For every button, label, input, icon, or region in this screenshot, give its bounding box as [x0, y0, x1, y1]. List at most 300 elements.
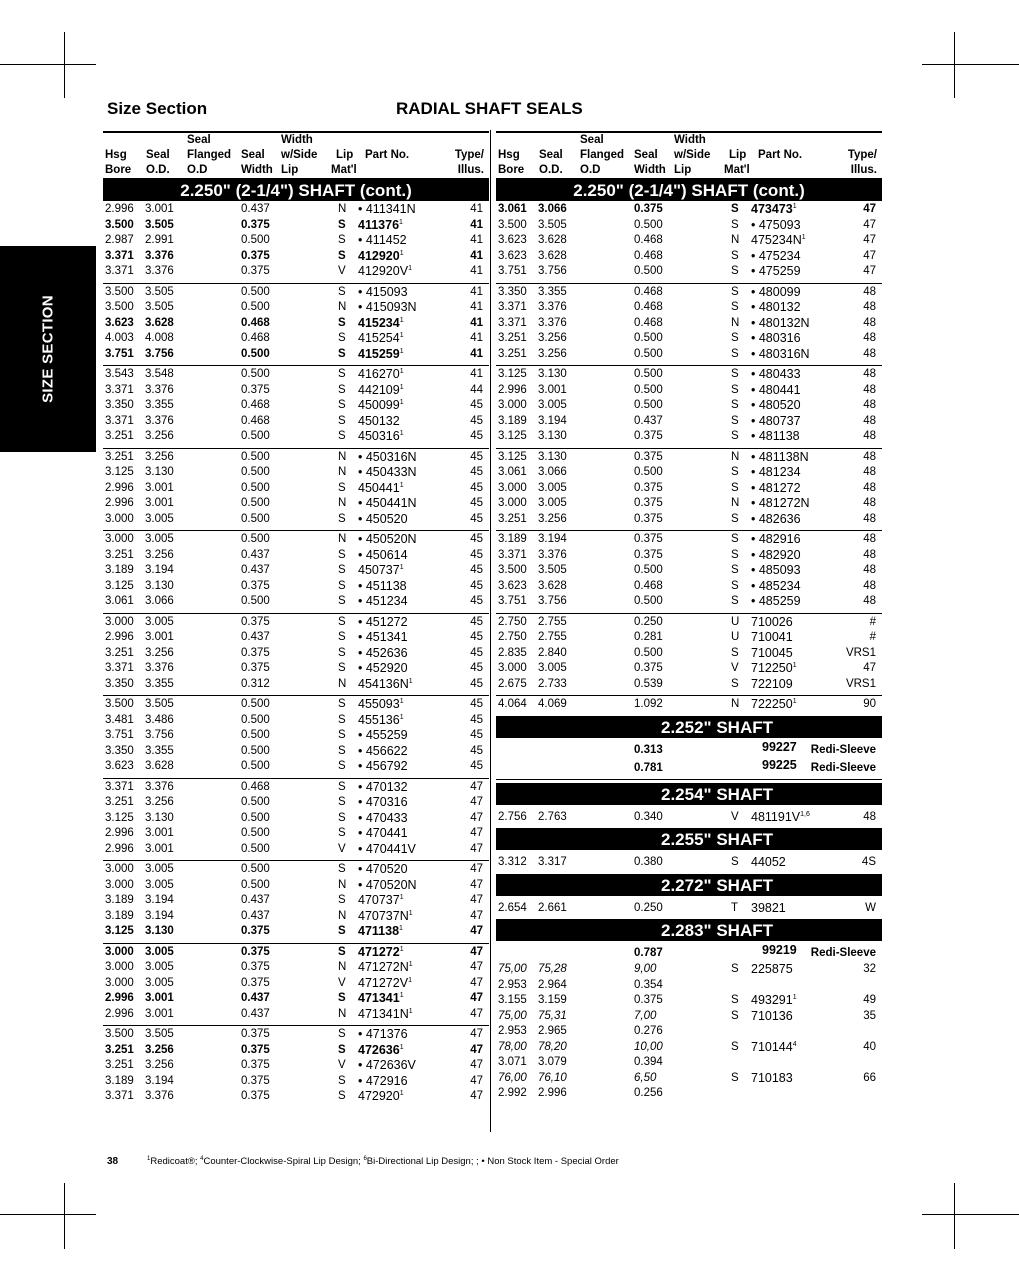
part-number: 450737$^1$: [358, 563, 404, 577]
seal-width: 0.500: [241, 878, 270, 891]
seal-width: 0.500: [241, 796, 270, 808]
table-row: [496, 316, 882, 332]
seal-width: 0.500: [634, 646, 663, 659]
table-row: [496, 264, 882, 280]
footnote-4: Counter-Clockwise-Spiral Lip Design;: [203, 1156, 364, 1167]
type-illus: 41: [470, 368, 483, 380]
type-illus: 45: [470, 512, 483, 525]
lip-material: S: [731, 218, 739, 231]
redi-sleeve-row: [496, 758, 882, 776]
type-illus: 47: [470, 1028, 483, 1040]
hsg-bore: 3.500: [105, 285, 134, 298]
hsg-bore: 3.125: [498, 430, 527, 442]
hsg-bore: 75,00: [498, 963, 527, 975]
type-illus: 47: [470, 1007, 483, 1020]
hsg-bore: 2.996: [498, 383, 527, 396]
type-illus: 48: [863, 466, 876, 478]
seal-od: 3.194: [145, 1074, 174, 1087]
part-number: $454136N^1$: [358, 676, 413, 691]
seal-od: 3.505: [145, 218, 174, 231]
part-number: • 472636V: [358, 1058, 416, 1072]
seal-od: 3.130: [538, 368, 567, 380]
seal-od: 3.505: [538, 218, 567, 231]
hsg-bore: 3.061: [498, 203, 527, 215]
seal-od: 3.001: [145, 631, 174, 643]
type-illus: #: [869, 631, 876, 643]
hsg-bore: 2.987: [105, 234, 134, 246]
lip-material: S: [338, 1074, 346, 1087]
hsg-bore: 3.371: [105, 780, 134, 793]
hsg-bore: 3.751: [105, 729, 134, 741]
type-illus: 47: [470, 961, 483, 973]
seal-od: 3.005: [538, 497, 567, 509]
part-number: 473473$^1$: [751, 202, 797, 216]
type-illus: 47: [470, 1090, 483, 1102]
table-row: [103, 563, 489, 579]
table-row: [496, 429, 882, 445]
col-lip-label: Lip: [674, 164, 692, 176]
type-illus: 48: [863, 450, 876, 463]
seal-od: 3.005: [145, 533, 174, 545]
type-illus: 48: [863, 332, 876, 344]
col-hsg-label: Hsg: [105, 149, 127, 161]
shaft-banner: 2.283" SHAFT: [496, 919, 882, 941]
hsg-bore: 3.125: [498, 368, 527, 380]
col-seal-label: Seal: [187, 134, 211, 146]
col-width-label: Width: [634, 164, 666, 176]
seal-od: 3.355: [538, 285, 567, 298]
seal-od: 3.256: [145, 1043, 174, 1056]
part-number: • 450520: [358, 511, 408, 526]
seal-width: 0.276: [634, 1025, 663, 1037]
seal-width: 0.375: [241, 218, 270, 231]
seal-width: 0.500: [241, 842, 270, 855]
hsg-bore: 3.500: [105, 218, 134, 231]
table-row: [496, 697, 882, 713]
hsg-bore: 3.251: [105, 548, 134, 561]
lip-material: S: [731, 963, 739, 975]
part-number: • 481272N: [751, 496, 810, 510]
lip-material: S: [338, 729, 346, 741]
hsg-bore: 3.371: [105, 414, 134, 427]
seal-od: 3.256: [145, 450, 174, 463]
page-title: RADIAL SHAFT SEALS: [396, 99, 583, 118]
lip-material: V: [731, 810, 739, 823]
lip-material: S: [731, 994, 739, 1006]
part-number: $471341N^1$: [358, 1006, 413, 1021]
lip-material: S: [731, 301, 739, 313]
part-number: • 482916: [751, 532, 801, 546]
part-number: $481191V^{1,6}$: [751, 809, 810, 824]
table-row: [103, 218, 489, 234]
table-row: [496, 646, 882, 662]
crop-mark: [0, 64, 96, 65]
seal-od: 3.256: [538, 332, 567, 344]
hsg-bore: 3.125: [105, 925, 134, 937]
seal-width: 0.437: [241, 631, 270, 643]
col-matl-label: Mat'l: [724, 164, 750, 176]
crop-mark: [64, 32, 65, 98]
type-illus: 47: [470, 992, 483, 1004]
table-row: [103, 862, 489, 878]
table-row: [103, 1089, 489, 1105]
lip-material: N: [731, 316, 740, 329]
table-row: [103, 331, 489, 347]
lip-material: S: [731, 1040, 739, 1053]
part-number: • 482636: [751, 511, 801, 526]
seal-width: 0.787: [634, 947, 663, 959]
type-illus: 47: [863, 203, 876, 215]
col-width-label: Width: [281, 134, 313, 146]
seal-od: 3.001: [145, 827, 174, 839]
seal-width: 0.468: [634, 234, 663, 246]
type-illus: 45: [470, 662, 483, 674]
hsg-bore: 3.350: [105, 744, 134, 757]
lip-material: S: [338, 249, 346, 262]
lip-material: N: [338, 466, 347, 478]
seal-width: 0.539: [634, 677, 663, 690]
part-number: 710144$^4$: [751, 1039, 797, 1054]
hsg-bore: 3.000: [105, 976, 134, 989]
type-illus: 48: [863, 512, 876, 525]
part-number: • 482920: [751, 547, 801, 562]
part-number: • 485234: [751, 578, 801, 593]
seal-width: 0.500: [634, 332, 663, 344]
seal-od: 3.317: [538, 856, 567, 868]
lip-material: S: [338, 925, 346, 937]
lip-material: N: [338, 909, 347, 922]
hsg-bore: 3.251: [105, 646, 134, 659]
seal-width: 0.375: [241, 615, 270, 628]
seal-od: 3.079: [538, 1056, 567, 1068]
col-type-label: Type/: [454, 149, 484, 161]
lip-material: S: [338, 234, 346, 246]
lip-material: S: [338, 760, 346, 772]
hsg-bore: 2.756: [498, 810, 527, 823]
lip-material: N: [731, 698, 740, 710]
part-number: 470737$^1$: [358, 893, 404, 907]
seal-width: 0.500: [241, 760, 270, 772]
shaft-banner: 2.252" SHAFT: [496, 716, 882, 738]
hsg-bore: 2.996: [105, 631, 134, 643]
type-illus: 45: [470, 399, 483, 411]
seal-od: 3.001: [145, 203, 174, 215]
table-row: [103, 1043, 489, 1059]
hsg-bore: 3.350: [498, 285, 527, 298]
crop-mark: [954, 32, 955, 98]
hsg-bore: 3.623: [498, 234, 527, 246]
hsg-bore: 3.371: [105, 662, 134, 674]
table-row: [103, 811, 489, 827]
part-number: 44052: [751, 855, 786, 869]
type-illus: 47: [863, 249, 876, 262]
part-number: $471272V^1$: [358, 975, 412, 990]
type-illus: 45: [470, 533, 483, 545]
type-illus: 45: [470, 579, 483, 592]
lip-material: S: [338, 662, 346, 674]
seal-od: 3.486: [145, 713, 174, 726]
seal-od: 2.661: [538, 901, 567, 914]
lip-material: S: [731, 285, 739, 298]
table-row: [103, 976, 489, 992]
table-row: [103, 481, 489, 497]
type-illus: 35: [863, 1009, 876, 1022]
hsg-bore: 3.189: [105, 564, 134, 576]
hsg-bore: 3.000: [105, 961, 134, 973]
hsg-bore: 4.003: [105, 332, 134, 344]
seal-width: 0.500: [241, 285, 270, 298]
lip-material: S: [338, 218, 346, 231]
lip-material: S: [338, 780, 346, 793]
row-group: [103, 201, 489, 284]
type-illus: 47: [470, 811, 483, 824]
type-illus: 48: [863, 430, 876, 442]
table-row: [103, 991, 489, 1007]
seal-width: 0.375: [634, 430, 663, 442]
seal-od: 3.005: [538, 399, 567, 411]
lip-material: S: [731, 579, 739, 592]
seal-width: 0.500: [241, 713, 270, 726]
seal-od: 3.130: [538, 430, 567, 442]
crop-mark: [0, 1214, 96, 1215]
seal-width: 0.256: [634, 1087, 663, 1099]
part-number: • 470520: [358, 862, 408, 876]
seal-od: 3.130: [145, 811, 174, 824]
seal-width: 0.500: [241, 497, 270, 509]
type-illus: 44: [470, 383, 483, 396]
seal-width: 0.312: [241, 677, 270, 690]
table-row: [496, 962, 882, 978]
lip-material: S: [338, 512, 346, 525]
lip-material: S: [338, 1090, 346, 1102]
col-od-label: O.D.: [539, 164, 563, 176]
row-group: [103, 696, 489, 779]
type-illus: 41: [470, 347, 483, 360]
col-seal-label: Seal: [241, 149, 265, 161]
type-illus: 48: [863, 579, 876, 592]
type-illus: 45: [470, 760, 483, 772]
hsg-bore: 3.623: [498, 249, 527, 262]
part-number: • 485259: [751, 594, 801, 608]
seal-od: 3.256: [538, 347, 567, 360]
seal-od: 3.194: [145, 894, 174, 906]
seal-width: 0.437: [241, 203, 270, 215]
part-number: 472636$^1$: [358, 1042, 404, 1057]
seal-width: 0.500: [634, 399, 663, 411]
lip-material: S: [338, 316, 346, 329]
seal-od: 2.991: [145, 234, 174, 246]
seal-width: 0.375: [241, 1028, 270, 1040]
col-wside-label: w/Side: [281, 149, 318, 161]
row-group: [496, 854, 882, 874]
row-group: [103, 284, 489, 367]
col-part-label: Part No.: [758, 149, 803, 161]
table-row: [103, 677, 489, 693]
hsg-bore: 3.000: [105, 615, 134, 628]
seal-od: 3.005: [145, 863, 174, 875]
left-column: [103, 131, 489, 1108]
type-illus: 45: [470, 646, 483, 659]
seal-width: 0.500: [241, 481, 270, 494]
part-number: • 480132: [751, 300, 801, 314]
table-row: [103, 842, 489, 858]
seal-od: 3.194: [538, 414, 567, 427]
col-width-label: Width: [674, 134, 706, 146]
seal-width: 0.375: [634, 203, 663, 215]
type-illus: 41: [470, 301, 483, 313]
type-illus: 47: [470, 863, 483, 875]
table-row: [103, 646, 489, 662]
lip-material: S: [338, 992, 346, 1004]
table-row: [103, 744, 489, 760]
col-wside-label: w/Side: [674, 149, 711, 161]
type-illus: 45: [470, 564, 483, 576]
table-header: [103, 133, 489, 179]
row-group: [103, 366, 489, 449]
hsg-bore: 3.371: [105, 1090, 134, 1102]
seal-width: 0.500: [241, 430, 270, 442]
seal-width: 0.500: [634, 466, 663, 478]
seal-width: 0.468: [241, 332, 270, 344]
col-lip-label: Lip: [281, 164, 299, 176]
table-row: [496, 532, 882, 548]
table-row: [496, 810, 882, 826]
seal-width: 0.500: [634, 595, 663, 607]
col-od-label: O.D: [580, 164, 601, 176]
part-number: 450316$^1$: [358, 429, 404, 443]
seal-od: 3.505: [145, 285, 174, 298]
col-flanged-label: Flanged: [580, 149, 625, 161]
seal-od: 3.194: [145, 564, 174, 576]
type-illus: 47: [470, 925, 483, 937]
part-number: $471272N^1$: [358, 960, 413, 974]
part-number: 471341$^1$: [358, 991, 404, 1005]
table-row: [496, 285, 882, 301]
part-number: • 470520N: [358, 877, 417, 892]
part-number: 450099$^1$: [358, 398, 404, 412]
hsg-bore: 3.000: [498, 399, 527, 411]
lip-material: S: [338, 827, 346, 839]
type-illus: 48: [863, 316, 876, 329]
hsg-bore: 3.155: [498, 994, 527, 1006]
hsg-bore: 2.996: [105, 992, 134, 1004]
table-row: [103, 1007, 489, 1023]
seal-width: 0.468: [241, 780, 270, 793]
seal-od: 3.066: [145, 595, 174, 607]
table-row: [496, 978, 882, 994]
part-number: • 481138: [751, 429, 800, 443]
part-number: • 475234: [751, 248, 801, 263]
col-part-label: Part No.: [365, 149, 410, 161]
table-row: [103, 450, 489, 466]
hsg-bore: 2.835: [498, 646, 527, 659]
seal-width: 0.340: [634, 810, 663, 823]
table-row: [103, 316, 489, 332]
hsg-bore: 3.371: [498, 548, 527, 561]
lip-material: S: [338, 894, 346, 906]
hsg-bore: 3.751: [105, 347, 134, 360]
col-hsg-label: Hsg: [498, 149, 520, 161]
type-illus: 47: [470, 1059, 483, 1071]
seal-od: 3.005: [145, 961, 174, 973]
part-number: 710183: [751, 1070, 793, 1085]
type-illus: VRS1: [845, 677, 876, 690]
seal-od: 3.756: [538, 265, 567, 277]
table-row: [103, 780, 489, 796]
seal-width: 0.500: [634, 564, 663, 576]
seal-od: 3.256: [145, 430, 174, 442]
seal-od: 2.763: [538, 810, 567, 823]
seal-od: 3.001: [145, 992, 174, 1004]
part-number: • 480132N: [751, 315, 810, 330]
lip-material: S: [731, 383, 739, 396]
hsg-bore: 3.371: [105, 249, 134, 262]
part-number: • 456792: [358, 759, 408, 773]
type-illus: 45: [470, 595, 483, 607]
row-group: [496, 284, 882, 367]
table-row: [496, 1009, 882, 1025]
lip-material: S: [731, 481, 739, 494]
seal-width: 0.437: [241, 564, 270, 576]
lip-material: S: [338, 347, 346, 360]
part-number: • 451272: [358, 614, 408, 629]
shaft-banner: 2.255" SHAFT: [496, 828, 882, 850]
seal-width: 0.500: [241, 368, 270, 380]
lip-material: S: [338, 811, 346, 824]
seal-od: 3.376: [145, 1090, 174, 1102]
hsg-bore: 2.675: [498, 677, 527, 690]
lip-material: N: [731, 497, 740, 509]
hsg-bore: 3.500: [498, 564, 527, 576]
type-illus: Redi-Sleeve: [810, 947, 876, 959]
seal-width: 0.500: [241, 595, 270, 607]
part-number: 710045: [751, 645, 793, 660]
row-group: [103, 1026, 489, 1108]
col-lip-label: Lip: [729, 149, 747, 161]
seal-width: 0.375: [241, 961, 270, 973]
type-illus: 90: [863, 698, 876, 710]
lip-material: S: [731, 203, 739, 215]
seal-od: 3.005: [145, 976, 174, 989]
table-row: [103, 594, 489, 610]
part-number: • 415093: [358, 284, 408, 299]
lip-material: S: [338, 713, 346, 726]
seal-width: 0.281: [634, 631, 663, 643]
seal-width: 0.500: [241, 234, 270, 246]
table-row: [103, 496, 489, 512]
seal-od: 3.130: [538, 450, 567, 463]
part-number: 710041: [751, 630, 793, 644]
col-od-label: O.D.: [146, 164, 170, 176]
part-number: 442109$^1$: [358, 382, 404, 397]
type-illus: 48: [863, 399, 876, 411]
part-number: 99225: [762, 757, 797, 772]
seal-width: 0.468: [634, 285, 663, 298]
lip-material: S: [338, 548, 346, 561]
table-row: [103, 264, 489, 280]
lip-material: S: [338, 595, 346, 607]
table-row: [496, 383, 882, 399]
seal-od: 3.505: [145, 1028, 174, 1040]
lip-material: S: [338, 631, 346, 643]
lip-material: N: [338, 878, 347, 891]
seal-od: 3.159: [538, 994, 567, 1006]
lip-material: S: [338, 796, 346, 808]
seal-od: 3.001: [145, 481, 174, 494]
seal-width: 0.500: [634, 347, 663, 360]
hsg-bore: 3.500: [105, 301, 134, 313]
seal-width: 0.500: [241, 466, 270, 478]
